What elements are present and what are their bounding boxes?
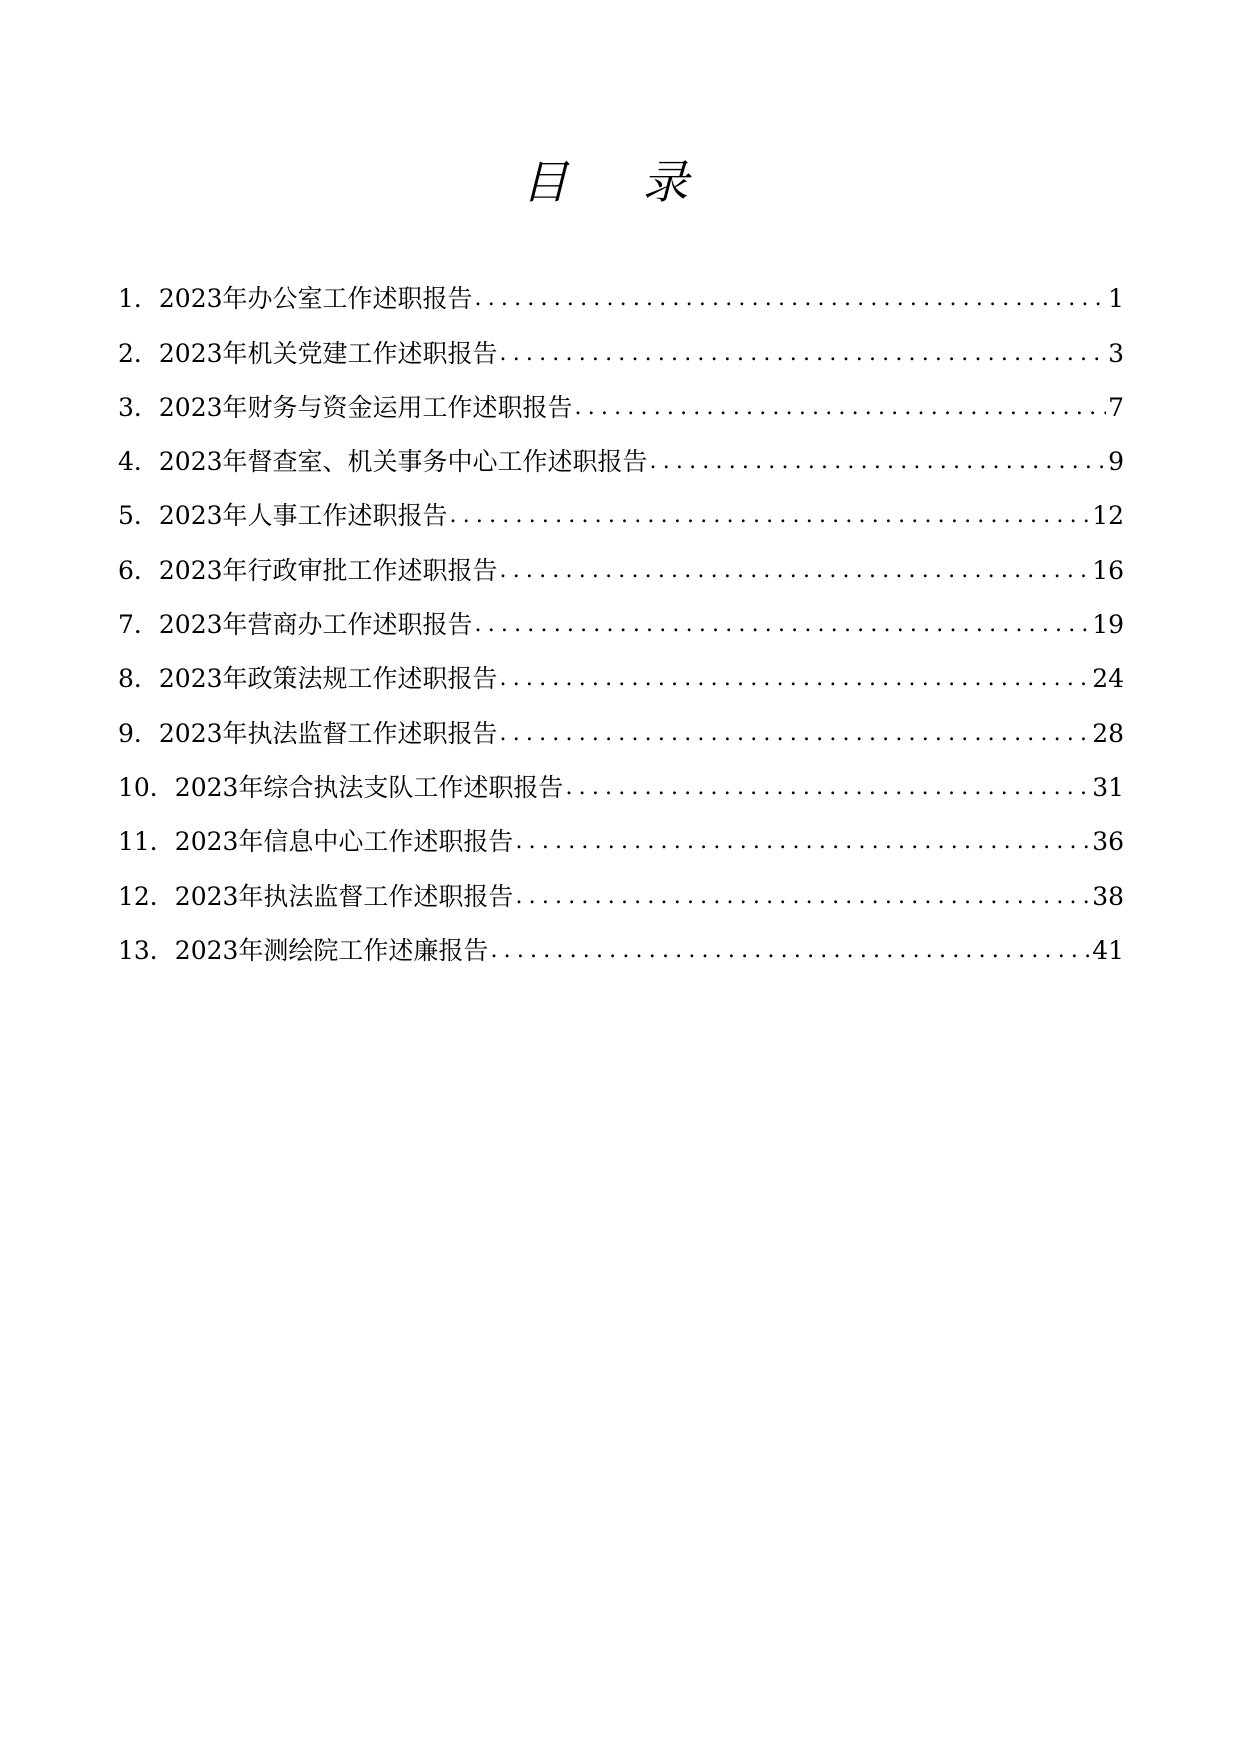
toc-entry[interactable] (118, 316, 1124, 370)
toc-entry-label: 12．2023年执法监督工作述职报告 (118, 881, 514, 911)
toc-entry[interactable] (118, 914, 1124, 968)
toc-page-number: 1 (1108, 284, 1124, 314)
toc-dot-leader (498, 662, 1091, 696)
toc-entry-label: 7．2023年营商办工作述职报告 (118, 610, 473, 640)
toc-entry-label: 11．2023年信息中心工作述职报告 (118, 827, 514, 857)
toc-page-number: 12 (1092, 501, 1124, 531)
toc-page-number: 28 (1092, 718, 1124, 748)
toc-entry[interactable] (118, 751, 1124, 805)
toc-dot-leader (473, 282, 1107, 316)
toc-entry[interactable] (118, 805, 1124, 859)
toc-page-number: 9 (1108, 447, 1124, 477)
toc-entry[interactable] (118, 371, 1124, 425)
toc-page-number: 7 (1108, 392, 1124, 422)
toc-dot-leader (513, 880, 1090, 914)
toc-page-number: 24 (1092, 664, 1124, 694)
toc-dot-leader (448, 499, 1091, 533)
toc-entry[interactable] (118, 425, 1124, 479)
toc-dot-leader (498, 717, 1091, 751)
toc-entry[interactable] (118, 262, 1124, 316)
toc-dot-leader (488, 934, 1090, 968)
toc-entry-label: 13．2023年测绘院工作述廉报告 (118, 935, 489, 965)
toc-entry-label: 1．2023年办公室工作述职报告 (118, 284, 473, 314)
toc-entry-label: 6．2023年行政审批工作述职报告 (118, 555, 498, 585)
toc-dot-leader (498, 554, 1091, 588)
toc-page-number: 19 (1092, 610, 1124, 640)
toc-entry[interactable] (118, 479, 1124, 533)
toc-page-number: 38 (1092, 881, 1124, 911)
toc-dot-leader (573, 391, 1107, 425)
toc-entry-label: 5．2023年人事工作述职报告 (118, 501, 448, 531)
page-title: 目 录 (521, 155, 719, 209)
toc-entry-label: 10．2023年综合执法支队工作述职报告 (118, 772, 564, 802)
toc-entry[interactable] (118, 533, 1124, 587)
toc-entry-label: 4．2023年督查室、机关事务中心工作述职报告 (118, 447, 648, 477)
toc-dot-leader (473, 608, 1091, 642)
toc-dot-leader (563, 771, 1090, 805)
toc-dot-leader (513, 825, 1090, 859)
toc-dot-leader (648, 445, 1107, 479)
toc-entry[interactable] (118, 642, 1124, 696)
toc-entry[interactable] (118, 859, 1124, 913)
table-of-contents (118, 262, 1124, 968)
toc-page-number: 36 (1092, 827, 1124, 857)
toc-entry-label: 3．2023年财务与资金运用工作述职报告 (118, 392, 573, 422)
toc-entry[interactable] (118, 588, 1124, 642)
toc-page-number: 3 (1108, 338, 1124, 368)
toc-entry-label: 8．2023年政策法规工作述职报告 (118, 664, 498, 694)
toc-page-number: 41 (1092, 935, 1124, 965)
toc-page-number: 16 (1092, 555, 1124, 585)
toc-page-number: 31 (1092, 772, 1124, 802)
toc-entry-label: 9．2023年执法监督工作述职报告 (118, 718, 498, 748)
toc-entry-label: 2．2023年机关党建工作述职报告 (118, 338, 498, 368)
toc-entry[interactable] (118, 696, 1124, 750)
toc-dot-leader (498, 337, 1107, 371)
